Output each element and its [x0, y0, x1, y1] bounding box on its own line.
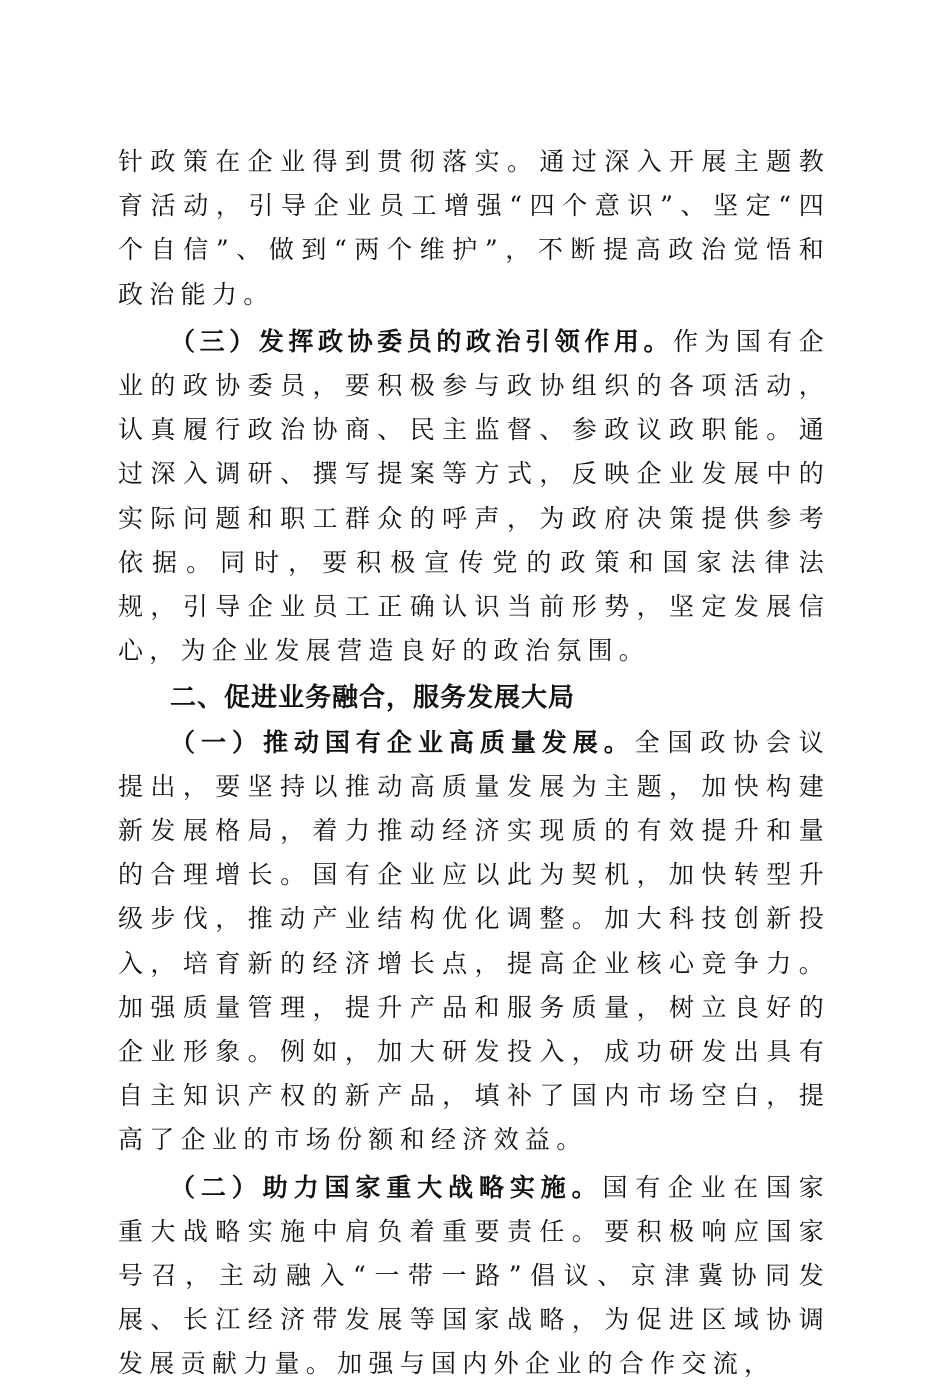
paragraph-text: 国有企业在国家重大战略实施中肩负着重要责任。要积极响应国家号召，主动融入“一带一路”倡议、京津冀协同发展、长江经济带发展等国家战略，为促进区域协调发展贡献力量。加强与国内外企业的合作交流，	[118, 1172, 830, 1379]
paragraph-text: 全国政协会议提出，要坚持以推动高质量发展为主题，加快构建新发展格局，着力推动经济实现质的有效提升和量的合理增长。国有企业应以此为契机，加快转型升级步伐，推动产业结构优化调整。加大科技创新投入，培育新的经济增长点，提高企业核心竞争力。加强质量管理，提升产品和服务质量，树立良好的企业形象。例如，加大研发投入，成功研发出具有自主知识产权的新产品，填补了国内市场空白，提高了企业的市场份额和经济效益。	[118, 727, 830, 1155]
paragraph-lead-heading: （三）发挥政协委员的政治引领作用。	[170, 326, 674, 356]
paragraph-lead-heading: （二）助力国家重大战略实施。	[170, 1172, 603, 1202]
paragraph-continued	[118, 140, 830, 317]
paragraph-text: 作为国有企业的政协委员，要积极参与政协组织的各项活动，认真履行政治协商、民主监督、参政议政职能。通过深入调研、撰写提案等方式，反映企业发展中的实际问题和职工群众的呼声，为政府决策提供参考依据。同时，要积极宣传党的政策和国家法律法规，引导企业员工正确认识当前形势，坚定发展信心，为企业发展营造良好的政治氛围。	[118, 326, 830, 666]
paragraph-section-2-2	[118, 1166, 830, 1387]
document-page	[118, 140, 830, 1387]
paragraph-section-2-1	[118, 721, 830, 1163]
paragraph-text: 针政策在企业得到贯彻落实。通过深入开展主题教育活动，引导企业员工增强“四个意识”、坚定“四个自信”、做到“两个维护”，不断提高政治觉悟和政治能力。	[118, 147, 830, 309]
paragraph-section-1-3	[118, 320, 830, 674]
paragraph-lead-heading: （一）推动国有企业高质量发展。	[170, 727, 635, 757]
section-heading-2: 二、促进业务融合，服务发展大局	[170, 683, 576, 714]
